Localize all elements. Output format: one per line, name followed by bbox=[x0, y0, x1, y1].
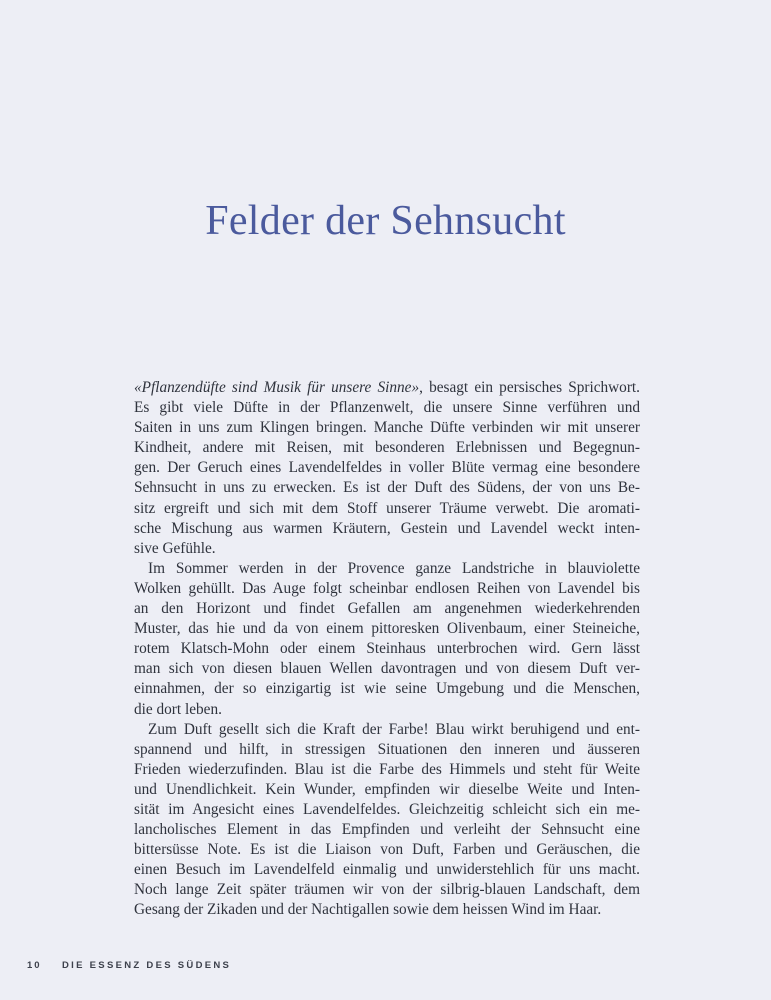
text-line: Wolken gehüllt. Das Auge folgt scheinbar endlosen Reihen von Lavendel bis bbox=[134, 579, 640, 597]
text-line: Sehnsucht in uns zu erwecken. Es ist der Duft des Südens, der von uns Be- bbox=[134, 479, 640, 497]
text-line: an den Horizont und findet Gefallen am angenehmen wiederkehrenden bbox=[134, 600, 640, 618]
text-line: Saiten in uns zum Klingen bringen. Manche Düfte verbinden wir mit unserer bbox=[134, 419, 640, 437]
paragraph bbox=[134, 378, 640, 559]
text-line: sitz ergreift und sich mit dem Stoff unserer Träume verwebt. Die aromati- bbox=[134, 499, 640, 517]
text-line: einen Besuch im Lavendelfeld einmalig und unwiderstehlich für uns macht. bbox=[134, 861, 640, 879]
text-line: sive Gefühle. bbox=[134, 539, 216, 557]
text-line: gen. Der Geruch eines Lavendelfeldes in voller Blüte vermag eine besondere bbox=[134, 459, 640, 477]
text-line bbox=[134, 378, 640, 398]
text-line: Noch lange Zeit später träumen wir von der silbrig-blauen Landschaft, dem bbox=[134, 881, 640, 899]
quote-italic: «Pflanzendüfte sind Musik für unsere Sinne» bbox=[134, 379, 420, 396]
page-number: 10 bbox=[27, 960, 42, 971]
text-line: sche Mischung aus warmen Kräutern, Gestein und Lavendel weckt inten- bbox=[134, 519, 640, 537]
text-line: spannend und hilft, in stressigen Situationen den inneren und äusseren bbox=[134, 740, 640, 758]
text-line: Frieden wiederzufinden. Blau ist die Farbe des Himmels und steht für Weite bbox=[134, 760, 640, 778]
running-title: DIE ESSENZ DES SÜDENS bbox=[62, 960, 232, 971]
text-line: man sich von diesen blauen Wellen davontragen und von diesem Duft ver- bbox=[134, 660, 640, 678]
text-line: bittersüsse Note. Es ist die Liaison von Duft, Farben und Geräuschen, die bbox=[134, 841, 640, 859]
text-line: die dort leben. bbox=[134, 700, 222, 718]
text-line: sität im Angesicht eines Lavendelfeldes. Gleichzeitig schleicht sich ein me- bbox=[134, 800, 640, 818]
text-line: Zum Duft gesellt sich die Kraft der Farbe! Blau wirkt beruhigend und ent- bbox=[148, 720, 640, 738]
page-footer bbox=[0, 960, 771, 974]
text-segment: , besagt ein persisches Sprichwort. bbox=[419, 379, 640, 396]
text-line: Es gibt viele Düfte in der Pflanzenwelt, die unsere Sinne verführen und bbox=[134, 399, 640, 417]
text-line: rotem Klatsch-Mohn oder einem Steinhaus unterbrochen wird. Gern lässt bbox=[134, 640, 640, 658]
text-line: Im Sommer werden in der Provence ganze Landstriche in blauviolette bbox=[148, 559, 640, 577]
text-line: einnahmen, der so einzigartig ist wie seine Umgebung und die Menschen, bbox=[134, 680, 640, 698]
text-line: Gesang der Zikaden und der Nachtigallen sowie dem heissen Wind im Haar. bbox=[134, 901, 602, 919]
chapter-title: Felder der Sehnsucht bbox=[205, 198, 566, 245]
text-line: Muster, das hie und da von einem pittoresken Olivenbaum, einer Steineiche, bbox=[134, 620, 640, 638]
body-text bbox=[134, 378, 640, 921]
text-line: lancholisches Element in das Empfinden und verleiht der Sehnsucht eine bbox=[134, 821, 640, 839]
text-line: und Unendlichkeit. Kein Wunder, empfinden wir dieselbe Weite und Inten- bbox=[134, 780, 640, 798]
paragraph bbox=[134, 559, 640, 720]
paragraph bbox=[134, 720, 640, 921]
text-line: Kindheit, andere mit Reisen, mit besonderen Erlebnissen und Begegnun- bbox=[134, 439, 640, 457]
